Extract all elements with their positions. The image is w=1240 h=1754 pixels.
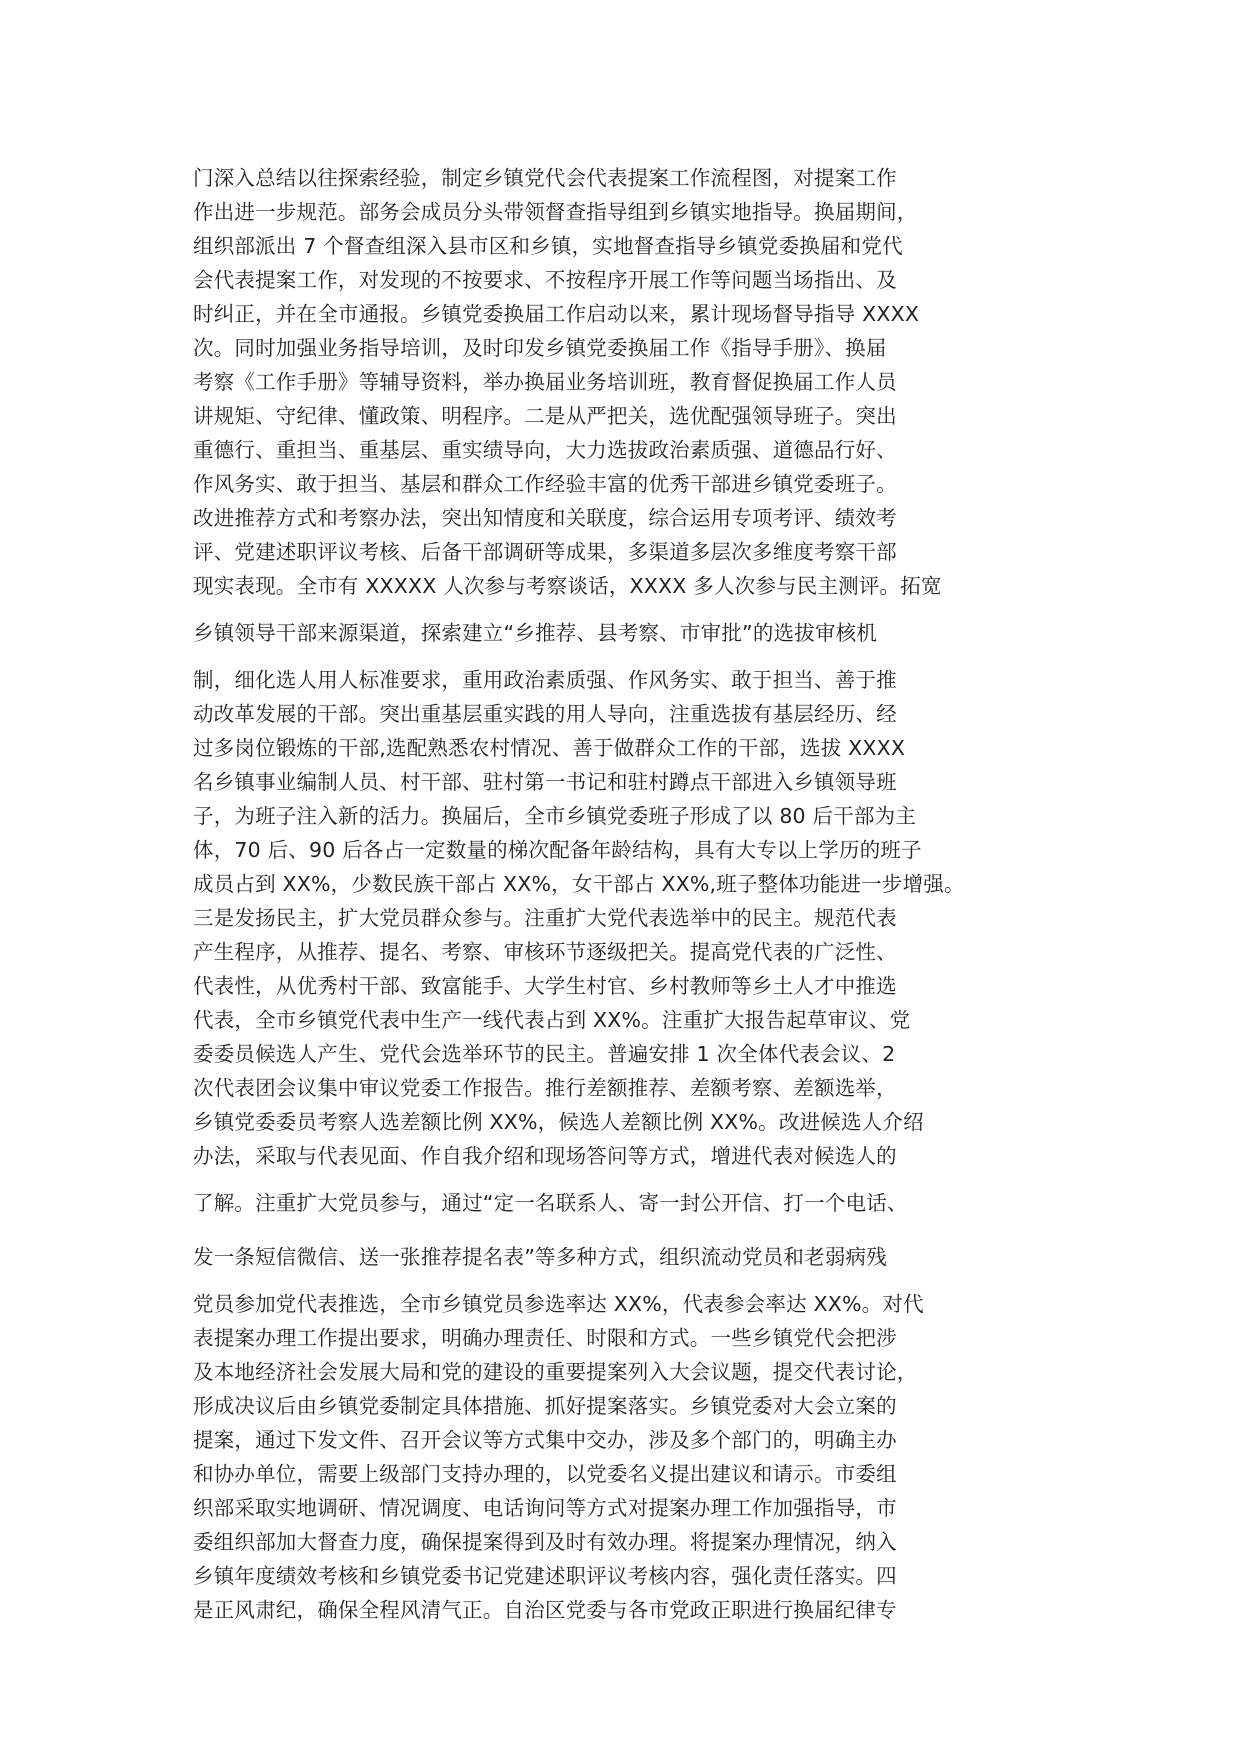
- text-line: 名乡镇事业编制人员、村干部、驻村第一书记和驻村蹲点干部进入乡镇领导班: [193, 770, 897, 794]
- text-line: 代表，全市乡镇党代表中生产一线代表占到 XX%。注重扩大报告起草审议、党: [193, 1008, 911, 1032]
- text-line: 考察《工作手册》等辅导资料，举办换届业务培训班，教育督促换届工作人员: [193, 370, 897, 394]
- text-line: 乡镇领导干部来源渠道，探索建立“乡推荐、县考察、市审批”的选拔审核机: [193, 621, 878, 645]
- text-line: 作出进一步规范。部务会成员分头带领督查指导组到乡镇实地指导。换届期间，: [193, 200, 918, 224]
- text-line: 委委员候选人产生、党代会选举环节的民主。普遍安排 1 次全体代表会议、2: [193, 1042, 896, 1066]
- text-line: 子，为班子注入新的活力。换届后，全市乡镇党委班子形成了以 80 后干部为主: [193, 804, 917, 828]
- text-line: 门深入总结以往探索经验，制定乡镇党代会代表提案工作流程图，对提案工作: [193, 166, 897, 190]
- text-line: 提案，通过下发文件、召开会议等方式集中交办，涉及多个部门的，明确主办: [193, 1428, 897, 1452]
- text-line: 组织部派出 7 个督查组深入县市区和乡镇，实地督查指导乡镇党委换届和党代: [193, 234, 903, 258]
- text-line: 办法，采取与代表见面、作自我介绍和现场答问等方式，增进代表对候选人的: [193, 1144, 897, 1168]
- text-line: 代表性，从优秀村干部、致富能手、大学生村官、乡村教师等乡土人才中推选: [193, 974, 897, 998]
- text-line: 三是发扬民主，扩大党员群众参与。注重扩大党代表选举中的民主。规范代表: [193, 906, 897, 930]
- text-line: 讲规矩、守纪律、懂政策、明程序。二是从严把关，选优配强领导班子。突出: [193, 404, 897, 428]
- text-line: 乡镇党委委员考察人选差额比例 XX%，候选人差额比例 XX%。改进候选人介绍: [193, 1110, 924, 1134]
- text-line: 动改革发展的干部。突出重基层重实践的用人导向，注重选拔有基层经历、经: [193, 702, 897, 726]
- text-line: 是正风肃纪，确保全程风清气正。自治区党委与各市党政正职进行换届纪律专: [193, 1598, 897, 1622]
- text-line: 委组织部加大督查力度，确保提案得到及时有效办理。将提案办理情况，纳入: [193, 1530, 897, 1554]
- text-line: 产生程序，从推荐、提名、考察、审核环节逐级把关。提高党代表的广泛性、: [193, 940, 897, 964]
- text-line: 评、党建述职评议考核、后备干部调研等成果，多渠道多层次多维度考察干部: [193, 540, 897, 564]
- text-line: 成员占到 XX%，少数民族干部占 XX%，女干部占 XX%,班子整体功能进一步增强。: [193, 872, 965, 896]
- text-line: 现实表现。全市有 XXXXX 人次参与考察谈话，XXXX 多人次参与民主测评。拓宽: [193, 574, 942, 598]
- text-line: 和协办单位，需要上级部门支持办理的，以党委名义提出建议和请示。市委组: [193, 1462, 897, 1486]
- text-line: 次代表团会议集中审议党委工作报告。推行差额推荐、差额考察、差额选举，: [193, 1076, 897, 1100]
- text-line: 改进推荐方式和考察办法，突出知情度和关联度，综合运用专项考评、绩效考: [193, 506, 897, 530]
- text-line: 形成决议后由乡镇党委制定具体措施、抓好提案落实。乡镇党委对大会立案的: [193, 1394, 897, 1418]
- text-line: 了解。注重扩大党员参与，通过“定一名联系人、寄一封公开信、打一个电话、: [193, 1191, 908, 1215]
- text-line: 会代表提案工作，对发现的不按要求、不按程序开展工作等问题当场指出、及: [193, 268, 897, 292]
- text-line: 发一条短信微信、送一张推荐提名表”等多种方式，组织流动党员和老弱病残: [193, 1245, 887, 1269]
- text-line: 体，70 后、90 后各占一定数量的梯次配备年龄结构，具有大专以上学历的班子: [193, 838, 922, 862]
- text-line: 织部采取实地调研、情况调度、电话询问等方式对提案办理工作加强指导，市: [193, 1496, 897, 1520]
- text-line: 重德行、重担当、重基层、重实绩导向，大力选拔政治素质强、道德品行好、: [193, 438, 897, 462]
- text-line: 乡镇年度绩效考核和乡镇党委书记党建述职评议考核内容，强化责任落实。四: [193, 1564, 897, 1588]
- text-line: 制，细化选人用人标准要求，重用政治素质强、作风务实、敢于担当、善于推: [193, 668, 897, 692]
- text-line: 作风务实、敢于担当、基层和群众工作经验丰富的优秀干部进乡镇党委班子。: [193, 472, 897, 496]
- text-line: 表提案办理工作提出要求，明确办理责任、时限和方式。一些乡镇党代会把涉: [193, 1326, 897, 1350]
- body-text: [193, 161, 1053, 1627]
- text-line: 过多岗位锻炼的干部,选配熟悉农村情况、善于做群众工作的干部，选拔 XXXX: [193, 736, 906, 760]
- text-line: 及本地经济社会发展大局和党的建设的重要提案列入大会议题，提交代表讨论，: [193, 1360, 918, 1384]
- text-line: 时纠正，并在全市通报。乡镇党委换届工作启动以来，累计现场督导指导 XXXX: [193, 302, 920, 326]
- text-line: 党员参加党代表推选，全市乡镇党员参选率达 XX%，代表参会率达 XX%。对代: [193, 1292, 924, 1316]
- text-line: 次。同时加强业务指导培训，及时印发乡镇党委换届工作《指导手册》、换届: [193, 336, 887, 360]
